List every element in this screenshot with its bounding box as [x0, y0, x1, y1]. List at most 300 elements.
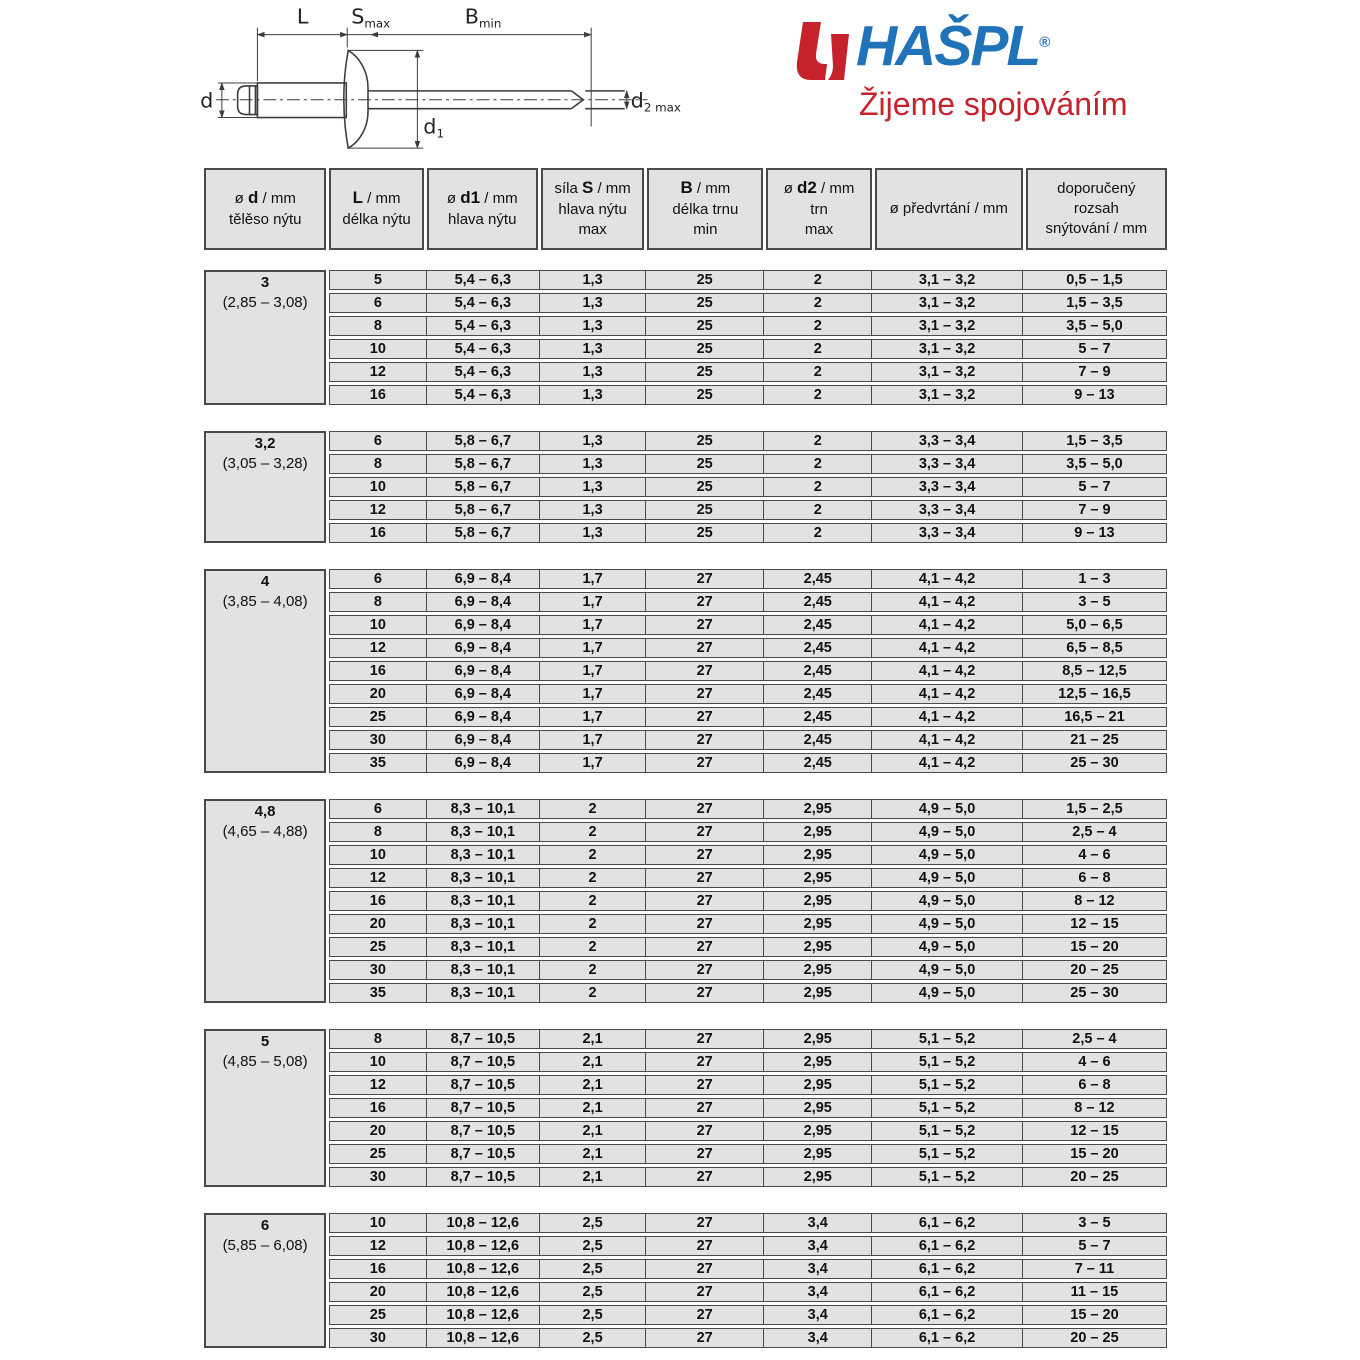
table-cell: 2,5 – 4 [1022, 823, 1166, 841]
table-cell: 2,95 [763, 1030, 871, 1048]
table-cell: 1 – 3 [1022, 570, 1166, 588]
table-cell: 4,9 – 5,0 [871, 915, 1022, 933]
table-row [329, 638, 1167, 658]
table-cell: 1,7 [539, 639, 645, 657]
group-range: (4,85 – 5,08) [222, 1053, 308, 1071]
table-cell: 27 [645, 662, 763, 680]
dim-label-d2: d2 max [630, 88, 681, 115]
table-row [329, 753, 1167, 773]
table-cell: 2,95 [763, 984, 871, 1002]
group-size: 4 [260, 573, 270, 590]
table-cell: 1,3 [539, 501, 645, 519]
table-cell: 25 [645, 340, 763, 358]
table-cell: 6,9 – 8,4 [426, 754, 540, 772]
table-cell: 5,4 – 6,3 [426, 386, 540, 404]
table-cell: 6,9 – 8,4 [426, 662, 540, 680]
table-row [329, 500, 1167, 520]
table-cell: 6 – 8 [1022, 869, 1166, 887]
table-cell: 8 [373, 1030, 382, 1047]
table-cell: 5,1 – 5,2 [871, 1053, 1022, 1071]
table-cell: 12 [369, 1076, 386, 1093]
table-cell: 16,5 – 21 [1022, 708, 1166, 726]
table-cell: 2,5 [539, 1283, 645, 1301]
table-cell: 2 [763, 524, 871, 542]
table-row [329, 868, 1167, 888]
table-cell: 15 – 20 [1022, 1145, 1166, 1163]
group-label [204, 270, 326, 405]
table-cell: 27 [645, 1260, 763, 1278]
group-rows [329, 799, 1167, 1003]
table-cell: 1,3 [539, 294, 645, 312]
table-row [329, 845, 1167, 865]
group-range: (3,85 – 4,08) [222, 593, 308, 611]
table-cell: 27 [645, 685, 763, 703]
table-row [329, 339, 1167, 359]
table-cell: 2,5 [539, 1237, 645, 1255]
table-cell: 4,1 – 4,2 [871, 754, 1022, 772]
table-cell: 16 [369, 1260, 386, 1277]
table-cell: 2,1 [539, 1030, 645, 1048]
table-cell: 1,5 – 3,5 [1022, 432, 1166, 450]
table-cell: 3,1 – 3,2 [871, 363, 1022, 381]
table-cell: 25 [645, 363, 763, 381]
table-cell: 20 [369, 1283, 386, 1300]
table-row [329, 385, 1167, 405]
table-cell: 27 [645, 1329, 763, 1347]
table-cell: 1,7 [539, 754, 645, 772]
table-cell: 30 [369, 731, 386, 748]
rivet-dimension-diagram [195, 2, 700, 160]
table-cell: 9 – 13 [1022, 386, 1166, 404]
table-cell: 6,1 – 6,2 [871, 1237, 1022, 1255]
rivet-spec-table [204, 168, 1167, 1348]
header-cell-1 [329, 168, 423, 250]
header-line-main: ø d1 / mm [446, 188, 518, 208]
table-cell: 2 [763, 501, 871, 519]
table-cell: 8,7 – 10,5 [426, 1168, 540, 1186]
table-cell: 8,3 – 10,1 [426, 984, 540, 1002]
table-cell: 6 [373, 432, 382, 449]
table-cell: 1,3 [539, 524, 645, 542]
table-cell: 10,8 – 12,6 [426, 1214, 540, 1232]
table-cell: 27 [645, 846, 763, 864]
table-cell: 3,4 [763, 1329, 871, 1347]
table-cell: 5 – 7 [1022, 340, 1166, 358]
table-cell: 2,95 [763, 1053, 871, 1071]
table-cell: 4,1 – 4,2 [871, 708, 1022, 726]
table-cell: 6,1 – 6,2 [871, 1329, 1022, 1347]
table-cell: 2,1 [539, 1099, 645, 1117]
table-cell: 2 [763, 478, 871, 496]
table-row [329, 1282, 1167, 1302]
table-cell: 16 [369, 892, 386, 909]
header-line-main: doporučený [1057, 179, 1136, 197]
table-cell: 27 [645, 1168, 763, 1186]
table-cell: 2 [539, 892, 645, 910]
table-cell: 10 [369, 478, 386, 495]
table-cell: 27 [645, 1306, 763, 1324]
table-cell: 7 – 11 [1022, 1260, 1166, 1278]
table-row [329, 454, 1167, 474]
table-cell: 1,7 [539, 708, 645, 726]
table-cell: 10,8 – 12,6 [426, 1237, 540, 1255]
header-line-sub: délka trnu [672, 201, 739, 219]
table-cell: 5,8 – 6,7 [426, 455, 540, 473]
table-header [204, 168, 1167, 250]
table-cell: 25 [369, 708, 386, 725]
table-cell: 3,3 – 3,4 [871, 501, 1022, 519]
dim-label-L: L [296, 4, 309, 29]
header-line-sub: hlava nýtu [558, 201, 627, 219]
table-cell: 4,9 – 5,0 [871, 846, 1022, 864]
group-range: (4,65 – 4,88) [222, 823, 308, 841]
table-row [329, 891, 1167, 911]
table-cell: 27 [645, 1053, 763, 1071]
table-row [329, 592, 1167, 612]
table-row [329, 684, 1167, 704]
table-cell: 2,95 [763, 1122, 871, 1140]
table-cell: 5,1 – 5,2 [871, 1030, 1022, 1048]
table-cell: 6 [373, 800, 382, 817]
table-row [329, 523, 1167, 543]
table-cell: 3,5 – 5,0 [1022, 317, 1166, 335]
table-cell: 6,5 – 8,5 [1022, 639, 1166, 657]
table-cell: 25 [645, 386, 763, 404]
table-cell: 27 [645, 1122, 763, 1140]
table-cell: 2 [763, 271, 871, 289]
table-cell: 2 [763, 455, 871, 473]
table-cell: 4,1 – 4,2 [871, 685, 1022, 703]
table-cell: 1,7 [539, 662, 645, 680]
table-cell: 2,95 [763, 823, 871, 841]
dim-label-d: d [200, 88, 214, 113]
table-cell: 27 [645, 1214, 763, 1232]
table-cell: 2 [539, 915, 645, 933]
table-cell: 5,8 – 6,7 [426, 432, 540, 450]
size-group [204, 1029, 1167, 1187]
table-cell: 10 [369, 846, 386, 863]
table-cell: 7 – 9 [1022, 363, 1166, 381]
table-cell: 2,5 [539, 1260, 645, 1278]
haspl-logo-mark-icon [793, 22, 849, 82]
table-cell: 27 [645, 1237, 763, 1255]
group-label [204, 799, 326, 1003]
table-cell: 2,95 [763, 1099, 871, 1117]
table-cell: 6 [373, 570, 382, 587]
table-cell: 4,9 – 5,0 [871, 961, 1022, 979]
table-cell: 10,8 – 12,6 [426, 1260, 540, 1278]
table-cell: 3,3 – 3,4 [871, 455, 1022, 473]
table-cell: 10,8 – 12,6 [426, 1306, 540, 1324]
table-cell: 25 [645, 317, 763, 335]
table-cell: 1,5 – 3,5 [1022, 294, 1166, 312]
table-cell: 10 [369, 340, 386, 357]
table-cell: 27 [645, 1099, 763, 1117]
table-cell: 5,8 – 6,7 [426, 478, 540, 496]
header-line-main: B / mm [680, 178, 731, 198]
table-row [329, 707, 1167, 727]
group-size: 5 [260, 1033, 270, 1050]
table-cell: 8,3 – 10,1 [426, 869, 540, 887]
table-cell: 2,95 [763, 892, 871, 910]
table-cell: 4,1 – 4,2 [871, 570, 1022, 588]
group-rows [329, 1213, 1167, 1348]
header-cell-7 [1026, 168, 1167, 250]
table-cell: 4,9 – 5,0 [871, 892, 1022, 910]
header-line-sub: hlava nýtu [448, 211, 517, 229]
table-cell: 12 – 15 [1022, 1122, 1166, 1140]
table-cell: 4,9 – 5,0 [871, 869, 1022, 887]
table-cell: 3,3 – 3,4 [871, 432, 1022, 450]
table-cell: 11 – 15 [1022, 1283, 1166, 1301]
table-cell: 8 [373, 455, 382, 472]
table-cell: 2 [763, 317, 871, 335]
table-cell: 25 [645, 455, 763, 473]
table-cell: 1,3 [539, 432, 645, 450]
table-cell: 8 – 12 [1022, 1099, 1166, 1117]
table-cell: 8 [373, 593, 382, 610]
table-cell: 4,1 – 4,2 [871, 731, 1022, 749]
table-cell: 20 – 25 [1022, 1329, 1166, 1347]
table-cell: 30 [369, 961, 386, 978]
header-line-sub: rozsah [1073, 199, 1119, 217]
group-size: 6 [260, 1217, 270, 1234]
table-cell: 25 [645, 432, 763, 450]
table-cell: 25 [369, 938, 386, 955]
table-cell: 6,9 – 8,4 [426, 616, 540, 634]
table-cell: 25 [645, 271, 763, 289]
table-cell: 3 – 5 [1022, 593, 1166, 611]
table-cell: 2,1 [539, 1076, 645, 1094]
table-cell: 6,1 – 6,2 [871, 1214, 1022, 1232]
table-cell: 5,1 – 5,2 [871, 1099, 1022, 1117]
table-cell: 2,1 [539, 1122, 645, 1140]
table-cell: 27 [645, 754, 763, 772]
table-groups [204, 270, 1167, 1348]
table-cell: 0,5 – 1,5 [1022, 271, 1166, 289]
table-cell: 3,1 – 3,2 [871, 386, 1022, 404]
table-cell: 27 [645, 938, 763, 956]
table-cell: 8,3 – 10,1 [426, 961, 540, 979]
table-cell: 8,7 – 10,5 [426, 1099, 540, 1117]
table-cell: 10,8 – 12,6 [426, 1329, 540, 1347]
table-cell: 8,7 – 10,5 [426, 1145, 540, 1163]
table-cell: 5 – 7 [1022, 478, 1166, 496]
table-cell: 12,5 – 16,5 [1022, 685, 1166, 703]
table-cell: 5,4 – 6,3 [426, 271, 540, 289]
table-row [329, 362, 1167, 382]
table-cell: 10 [369, 1053, 386, 1070]
table-cell: 2,95 [763, 869, 871, 887]
table-cell: 2 [763, 340, 871, 358]
table-cell: 25 [645, 294, 763, 312]
table-cell: 9 – 13 [1022, 524, 1166, 542]
table-cell: 1,7 [539, 593, 645, 611]
table-cell: 8,3 – 10,1 [426, 938, 540, 956]
group-size: 3,2 [254, 435, 276, 452]
table-row [329, 983, 1167, 1003]
table-cell: 8,3 – 10,1 [426, 915, 540, 933]
table-cell: 1,7 [539, 685, 645, 703]
table-cell: 5,4 – 6,3 [426, 340, 540, 358]
table-cell: 2 [539, 984, 645, 1002]
table-cell: 6,9 – 8,4 [426, 731, 540, 749]
table-cell: 2,1 [539, 1145, 645, 1163]
table-cell: 25 [645, 501, 763, 519]
table-cell: 27 [645, 1145, 763, 1163]
brand-tagline: Žijeme spojováním [859, 86, 1128, 122]
table-cell: 27 [645, 639, 763, 657]
table-cell: 2 [539, 869, 645, 887]
size-group [204, 569, 1167, 773]
table-cell: 16 [369, 386, 386, 403]
table-cell: 27 [645, 1076, 763, 1094]
table-cell: 1,7 [539, 616, 645, 634]
table-row [329, 1236, 1167, 1256]
table-cell: 3,3 – 3,4 [871, 478, 1022, 496]
table-cell: 20 [369, 1122, 386, 1139]
table-cell: 6,1 – 6,2 [871, 1306, 1022, 1324]
table-cell: 2,95 [763, 938, 871, 956]
table-cell: 1,3 [539, 340, 645, 358]
table-row [329, 1328, 1167, 1348]
table-cell: 16 [369, 1099, 386, 1116]
table-cell: 4 – 6 [1022, 846, 1166, 864]
table-cell: 4,1 – 4,2 [871, 639, 1022, 657]
table-cell: 8,5 – 12,5 [1022, 662, 1166, 680]
table-cell: 5,8 – 6,7 [426, 501, 540, 519]
table-cell: 25 [369, 1145, 386, 1162]
table-cell: 2,95 [763, 1076, 871, 1094]
table-cell: 6 [373, 294, 382, 311]
table-cell: 2,45 [763, 662, 871, 680]
table-row [329, 914, 1167, 934]
table-cell: 27 [645, 708, 763, 726]
table-cell: 6 – 8 [1022, 1076, 1166, 1094]
registered-mark: ® [1039, 34, 1051, 51]
dim-label-d1: d1 [423, 114, 445, 141]
table-cell: 2,95 [763, 1145, 871, 1163]
table-cell: 4,1 – 4,2 [871, 593, 1022, 611]
group-rows [329, 569, 1167, 773]
table-cell: 8,7 – 10,5 [426, 1076, 540, 1094]
table-cell: 1,5 – 2,5 [1022, 800, 1166, 818]
header-line-sub: trn [810, 201, 828, 219]
table-cell: 5,8 – 6,7 [426, 524, 540, 542]
table-cell: 3,3 – 3,4 [871, 524, 1022, 542]
table-cell: 4,1 – 4,2 [871, 662, 1022, 680]
table-row [329, 799, 1167, 819]
header-line-sub: min [693, 221, 718, 239]
header-line-sub: max [578, 221, 607, 239]
table-cell: 15 – 20 [1022, 938, 1166, 956]
table-row [329, 1167, 1167, 1187]
table-cell: 27 [645, 593, 763, 611]
header-line-main: síla S / mm [554, 178, 631, 198]
table-cell: 2,45 [763, 731, 871, 749]
table-cell: 4,9 – 5,0 [871, 800, 1022, 818]
header-cell-4 [647, 168, 763, 250]
table-cell: 25 [645, 524, 763, 542]
table-row [329, 1075, 1167, 1095]
table-cell: 3 – 5 [1022, 1214, 1166, 1232]
table-cell: 8,7 – 10,5 [426, 1122, 540, 1140]
table-cell: 4,9 – 5,0 [871, 938, 1022, 956]
table-cell: 2 [539, 800, 645, 818]
table-cell: 2,45 [763, 708, 871, 726]
table-cell: 1,3 [539, 363, 645, 381]
header-line-main: ø předvrtání / mm [889, 199, 1008, 217]
table-cell: 1,3 [539, 317, 645, 335]
table-row [329, 730, 1167, 750]
table-cell: 25 [369, 1306, 386, 1323]
header-line-sub: délka nýtu [342, 211, 411, 229]
table-cell: 2,95 [763, 1168, 871, 1186]
table-row [329, 937, 1167, 957]
table-cell: 2,5 [539, 1306, 645, 1324]
table-row [329, 293, 1167, 313]
table-cell: 4,9 – 5,0 [871, 984, 1022, 1002]
table-cell: 3,1 – 3,2 [871, 271, 1022, 289]
table-cell: 2 [539, 823, 645, 841]
table-cell: 12 [369, 363, 386, 380]
table-cell: 6,9 – 8,4 [426, 570, 540, 588]
group-range: (3,05 – 3,28) [222, 455, 308, 473]
table-cell: 27 [645, 731, 763, 749]
table-cell: 30 [369, 1168, 386, 1185]
table-cell: 8,7 – 10,5 [426, 1053, 540, 1071]
rivet-drawing [195, 2, 700, 160]
table-row [329, 960, 1167, 980]
table-cell: 27 [645, 800, 763, 818]
table-row [329, 1121, 1167, 1141]
group-label [204, 431, 326, 543]
table-cell: 27 [645, 869, 763, 887]
table-cell: 6,1 – 6,2 [871, 1260, 1022, 1278]
table-row [329, 1305, 1167, 1325]
table-cell: 6,9 – 8,4 [426, 685, 540, 703]
table-cell: 4,9 – 5,0 [871, 823, 1022, 841]
table-cell: 2,45 [763, 616, 871, 634]
header-cell-3 [541, 168, 645, 250]
table-row [329, 1213, 1167, 1233]
table-cell: 15 – 20 [1022, 1306, 1166, 1324]
header-line-sub: snýtování / mm [1045, 220, 1148, 238]
table-row [329, 822, 1167, 842]
header-line-sub: tělěso nýtu [228, 211, 302, 229]
table-cell: 5,1 – 5,2 [871, 1145, 1022, 1163]
table-cell: 5,1 – 5,2 [871, 1076, 1022, 1094]
table-cell: 12 – 15 [1022, 915, 1166, 933]
table-cell: 8 [373, 317, 382, 334]
header-cell-5 [766, 168, 872, 250]
table-row [329, 431, 1167, 451]
table-cell: 27 [645, 915, 763, 933]
table-cell: 8,3 – 10,1 [426, 800, 540, 818]
table-row [329, 316, 1167, 336]
table-row [329, 1098, 1167, 1118]
table-cell: 3,4 [763, 1283, 871, 1301]
group-rows [329, 1029, 1167, 1187]
table-cell: 2,5 [539, 1329, 645, 1347]
table-cell: 3,5 – 5,0 [1022, 455, 1166, 473]
table-cell: 20 – 25 [1022, 1168, 1166, 1186]
table-cell: 1,3 [539, 271, 645, 289]
table-cell: 27 [645, 961, 763, 979]
table-cell: 6,9 – 8,4 [426, 593, 540, 611]
table-cell: 2,45 [763, 593, 871, 611]
table-cell: 5,0 – 6,5 [1022, 616, 1166, 634]
